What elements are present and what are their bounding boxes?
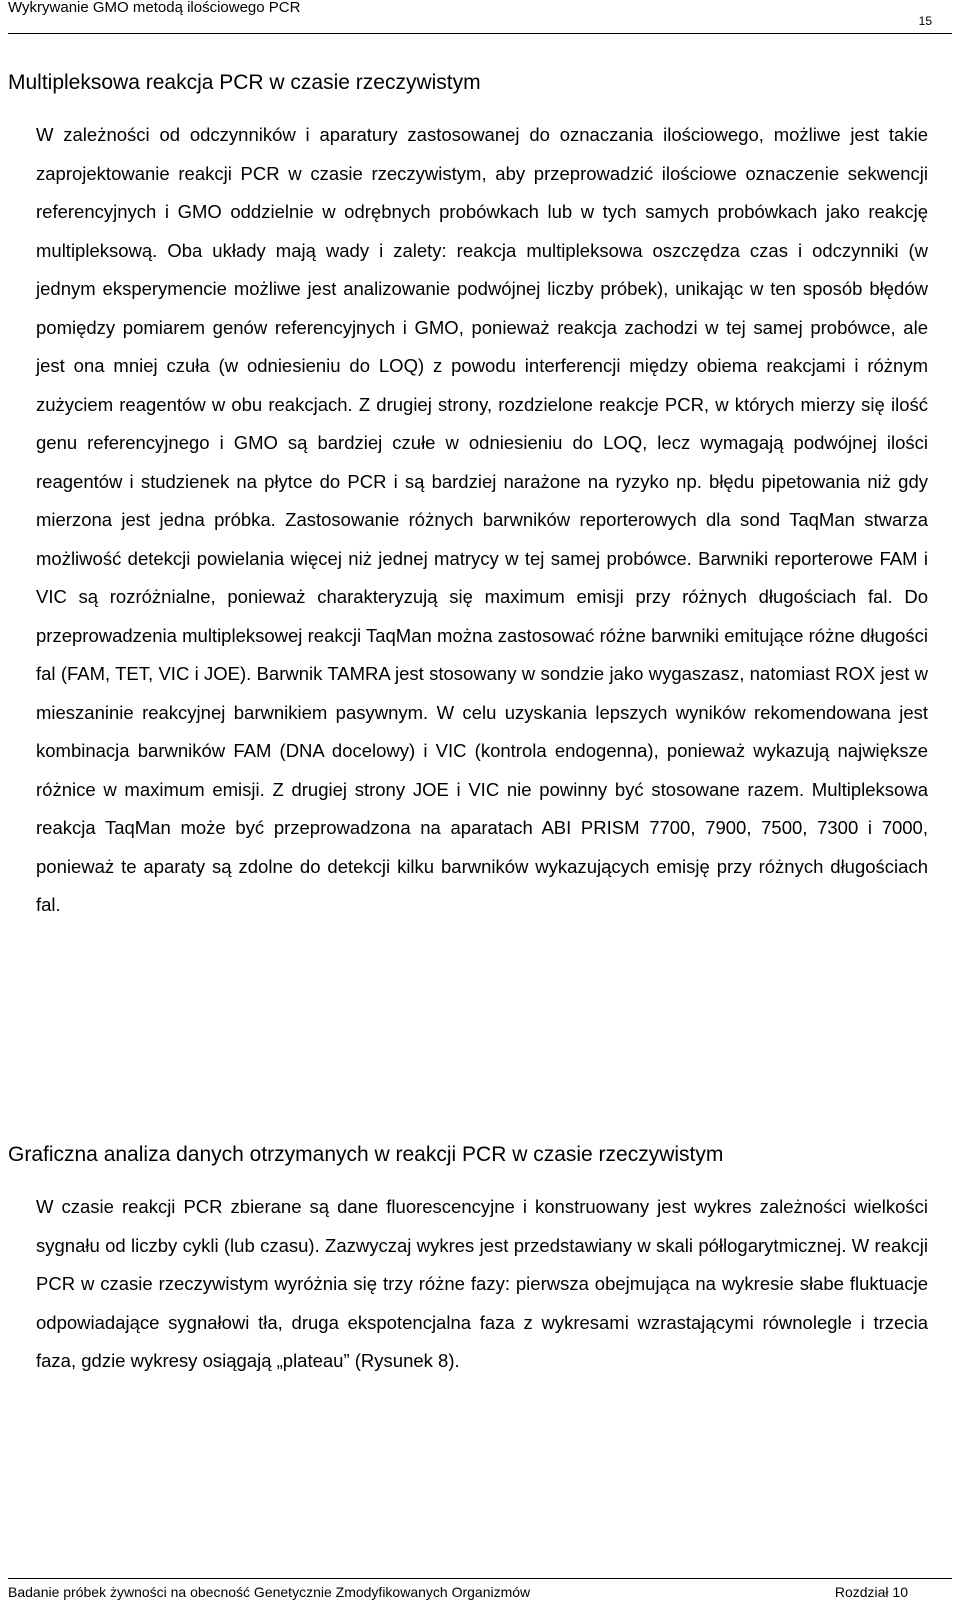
- section-paragraph-multiplex-pcr: W zależności od odczynników i aparatury zastosowanej do oznaczania ilościowego, możliwe jest takie zaprojektowanie reakcji PCR w czasie rzeczywistym, aby przeprowadzić ilościowe oznaczenie sekwencji referencyjnych i GMO oddzielnie w odrębnych probówkach lub w tych samych probówkach jako reakcję multipleksową. Oba układy mają wady i zalety: reakcja multipleksowa oszczędza czas i odczynniki (w jednym eksperymencie możliwe jest analizowanie podwójnej liczby próbek), unikając w ten sposób błędów pomiędzy pomiarem genów referencyjnych i GMO, ponieważ reakcja zachodzi w tej samej probówce, ale jest ona mniej czuła (w odniesieniu do LOQ) z powodu interferencji między obiema reakcjami i różnym zużyciem reagentów w obu reakcjach. Z drugiej strony, rozdzielone reakcje PCR, w których mierzy się ilość genu referencyjnego i GMO są bardziej czułe w odniesieniu do LOQ, lecz wymagają podwójnej ilości reagentów i studzienek na płytce do PCR i są bardziej narażone na ryzyko np. błędu pipetowania niż gdy mierzona jest jedna próbka. Zastosowanie różnych barwników reporterowych dla sond TaqMan stwarza możliwość detekcji powielania więcej niż jednej matrycy w tej samej probówce. Barwniki reporterowe FAM i VIC są rozróżnialne, ponieważ charakteryzują się maximum emisji przy różnych długościach fal. Do przeprowadzenia multipleksowej reakcji TaqMan można zastosować różne barwniki emitujące różne długości fal (FAM, TET, VIC i JOE). Barwnik TAMRA jest stosowany w sondzie jako wygaszasz, natomiast ROX jest w mieszaninie reakcyjnej barwnikiem pasywnym. W celu uzyskania lepszych wyników rekomendowana jest kombinacja barwników FAM (DNA docelowy) i VIC (kontrola endogenna), ponieważ wykazują największe różnice w maximum emisji. Z drugiej strony JOE i VIC nie powinny być stosowane razem. Multipleksowa reakcja TaqMan może być przeprowadzona na aparatach ABI PRISM 7700, 7900, 7500, 7300 i 7000, ponieważ te aparaty są zdolne do detekcji kilku barwników wykazujących emisję przy różnych długościach fal.: [36, 124, 928, 915]
- header-divider: [8, 33, 952, 34]
- footer-document-title: Badanie próbek żywności na obecność Genetycznie Zmodyfikowanych Organizmów: [8, 1584, 531, 1600]
- running-header-title: Wykrywanie GMO metodą ilościowego PCR: [8, 0, 301, 16]
- page-number: 15: [918, 14, 932, 28]
- section-paragraph-graphical-analysis: W czasie reakcji PCR zbierane są dane fluorescencyjne i konstruowany jest wykres zależności wielkości sygnału od liczby cykli (lub czasu). Zazwyczaj wykres jest przedstawiany w skali półlogarytmicznej. W reakcji PCR w czasie rzeczywistym wyróżnia się trzy różne fazy: pierwsza obejmująca na wykresie słabe fluktuacje odpowiadające sygnałowi tła, druga ekspotencjalna faza z wykresami wzrastającymi równolegle i trzecia faza, gdzie wykresy osiągają „plateau” (Rysunek 8).: [36, 1196, 928, 1371]
- footer-chapter: Rozdział 10: [834, 1584, 908, 1600]
- section-heading-graphical-analysis: Graficzna analiza danych otrzymanych w reakcji PCR w czasie rzeczywistym: [8, 1143, 724, 1166]
- page-header: [8, 0, 952, 34]
- footer-divider: [8, 1578, 952, 1579]
- page-footer: [8, 1578, 952, 1608]
- section-heading-multiplex-pcr: Multipleksowa reakcja PCR w czasie rzeczywistym: [8, 71, 481, 94]
